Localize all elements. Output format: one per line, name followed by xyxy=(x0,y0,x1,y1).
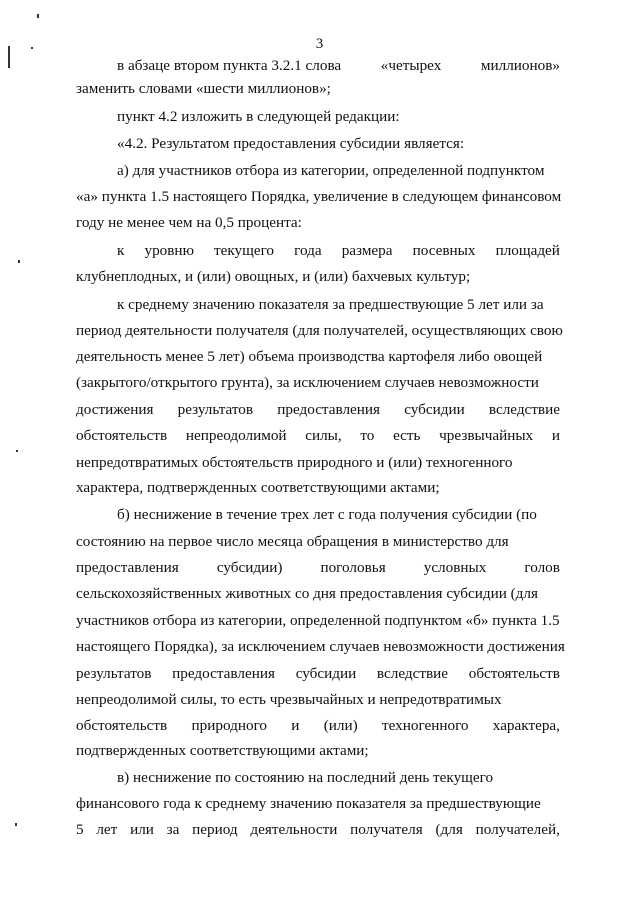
text-line: непреодолимой силы, то есть чрезвычайных и непредотвратимых xyxy=(76,691,502,708)
word: условных xyxy=(423,559,487,576)
word: период xyxy=(192,821,238,838)
word: «четырех xyxy=(380,57,442,74)
word: непреодолимой xyxy=(185,427,287,444)
word: обстоятельств xyxy=(76,717,168,734)
word: получателя xyxy=(350,821,423,838)
word: получателей, xyxy=(475,821,560,838)
word: за xyxy=(166,821,180,838)
text-line: «4.2. Результатом предоставления субсидии является: xyxy=(117,135,465,152)
text-line: характера, подтвержденных соответствующими актами; xyxy=(76,479,440,496)
word: и xyxy=(291,717,300,734)
text-line: участников отбора из категории, определенной подпунктом «б» пункта 1.5 xyxy=(76,612,560,629)
text-line: подтвержденных соответствующими актами; xyxy=(76,742,369,759)
word: поголовья xyxy=(320,559,386,576)
word: предоставления xyxy=(172,665,275,682)
word: то xyxy=(360,427,375,444)
text-line xyxy=(117,241,560,261)
word: текущего xyxy=(214,242,275,259)
word: посевных xyxy=(412,242,476,259)
word: силы, xyxy=(305,427,342,444)
word: уровню xyxy=(144,242,194,259)
text-line xyxy=(76,716,560,736)
scan-mark xyxy=(18,260,20,263)
word: предоставления xyxy=(76,559,179,576)
text-line xyxy=(76,664,560,684)
word: размера xyxy=(341,242,393,259)
word: чрезвычайных xyxy=(439,427,534,444)
word: в абзаце втором пункта 3.2.1 слова xyxy=(117,57,342,74)
scan-mark xyxy=(16,450,18,452)
word: достижения xyxy=(76,401,154,418)
text-line: пункт 4.2 изложить в следующей редакции: xyxy=(117,108,400,125)
word: есть xyxy=(393,427,421,444)
text-line xyxy=(76,400,560,420)
text-line: клубнеплодных, и (или) овощных, и (или) бахчевых культур; xyxy=(76,268,471,285)
scan-mark xyxy=(15,823,17,826)
word: к xyxy=(117,242,125,259)
word: субсидии) xyxy=(216,559,283,576)
text-line: «а» пункта 1.5 настоящего Порядка, увеличение в следующем финансовом xyxy=(76,188,562,205)
word: деятельности xyxy=(250,821,338,838)
word: субсидии xyxy=(295,665,357,682)
word: природного xyxy=(191,717,268,734)
text-line: (закрытого/открытого грунта), за исключением случаев невозможности xyxy=(76,374,539,391)
word: техногенного xyxy=(381,717,469,734)
word: результатов xyxy=(177,401,254,418)
word: (или) xyxy=(323,717,358,734)
text-line: б) неснижение в течение трех лет с года получения субсидии (по xyxy=(117,506,537,523)
text-line: в) неснижение по состоянию на последний день текущего xyxy=(117,769,494,786)
word: вследствие xyxy=(376,665,449,682)
word: обстоятельств xyxy=(76,427,168,444)
text-line xyxy=(76,820,560,840)
word: года xyxy=(294,242,322,259)
text-line: заменить словами «шести миллионов»; xyxy=(76,80,331,97)
word: предоставления xyxy=(277,401,381,418)
text-line: году не менее чем на 0,5 процента: xyxy=(76,214,302,231)
page-number: 3 xyxy=(315,36,324,52)
word: площадей xyxy=(495,242,560,259)
text-line: сельскохозяйственных животных со дня предоставления субсидии (для xyxy=(76,585,538,602)
text-line: состоянию на первое число месяца обращения в министерство для xyxy=(76,533,509,550)
word: и xyxy=(551,427,560,444)
word: миллионов» xyxy=(480,57,560,74)
word: лет xyxy=(96,821,118,838)
text-line: период деятельности получателя (для получателей, осуществляющих свою xyxy=(76,322,563,339)
text-line xyxy=(117,56,560,76)
text-line: финансового года к среднему значению показателя за предшествующие xyxy=(76,795,541,812)
text-line: а) для участников отбора из категории, определенной подпунктом xyxy=(117,162,545,179)
word: голов xyxy=(524,559,560,576)
word: характера, xyxy=(492,717,560,734)
text-line: к среднему значению показателя за предшествующие 5 лет или за xyxy=(117,296,544,313)
word: обстоятельств xyxy=(468,665,560,682)
text-line: непредотвратимых обстоятельств природного и (или) техногенного xyxy=(76,454,513,471)
word: (для xyxy=(435,821,463,838)
scan-mark xyxy=(37,14,39,18)
word: вследствие xyxy=(488,401,560,418)
word: результатов xyxy=(76,665,152,682)
text-line: настоящего Порядка), за исключением случаев невозможности достижения xyxy=(76,638,565,655)
word: или xyxy=(130,821,154,838)
text-line xyxy=(76,426,560,446)
text-line: деятельность менее 5 лет) объема производства картофеля либо овощей xyxy=(76,348,543,365)
word: субсидии xyxy=(404,401,465,418)
word: 5 xyxy=(76,821,84,838)
text-line xyxy=(76,558,560,578)
